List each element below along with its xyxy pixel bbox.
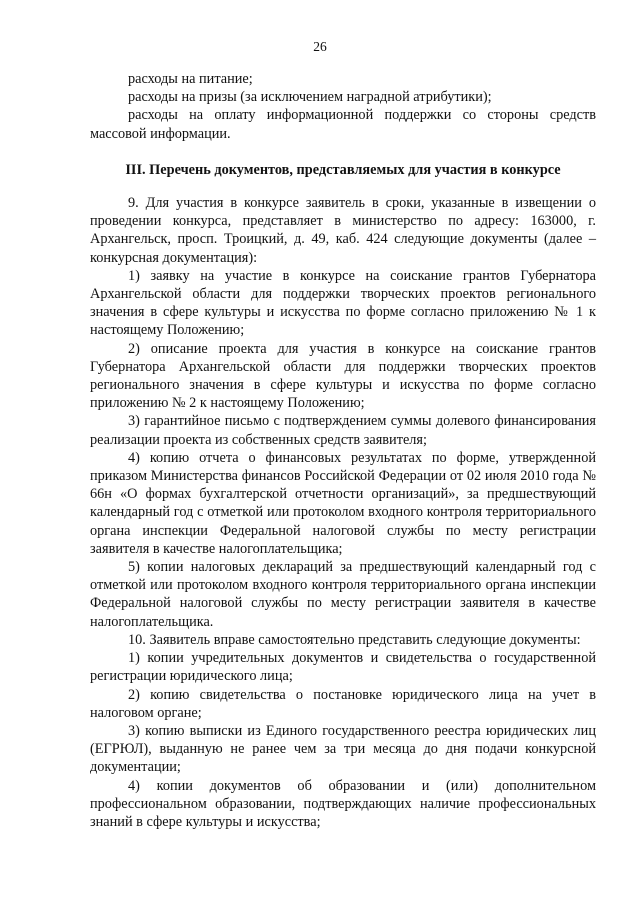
clause-9: 9. Для участия в конкурсе заявитель в сроки, указанные в извещении о проведении конкурса, представляет в министерство по адресу: 163000, г. Архангельск, просп. Троицкий, д. 49, каб. 424 следующие документы (далее – конкурсная документация): — [90, 195, 596, 266]
section-heading: III. Перечень документов, представляемых для участия в конкурсе — [125, 161, 561, 178]
clause-9-item-5: 5) копии налоговых деклараций за предшествующий календарный год с отметкой или протоколом входного контроля территориального органа инспекции Федеральной налоговой службы по месту регистрации заявителя в качестве налогоплательщика. — [90, 559, 596, 630]
expense-item-food: расходы на питание; — [128, 71, 253, 87]
clause-10-item-2: 2) копию свидетельства о постановке юридического лица на учет в налоговом органе; — [90, 686, 596, 721]
clause-9-item-3: 3) гарантийное письмо с подтверждением суммы долевого финансирования реализации проекта из собственных средств заявителя; — [90, 413, 596, 448]
clause-9-item-4: 4) копию отчета о финансовых результатах по форме, утвержденной приказом Министерства финансов Российской Федерации от 02 июля 2010 года № 66н «О формах бухгалтерской отчетности организаций», за предшествующий календарный год с отметкой или протоколом входного контроля территориального органа инспекции Федеральной налоговой службы по месту регистрации заявителя в качестве налогоплательщика; — [90, 449, 596, 557]
clause-10-item-3: 3) копию выписки из Единого государственного реестра юридических лиц (ЕГРЮЛ), выданную не ранее чем за три месяца до дня подачи конкурсной документации; — [90, 722, 596, 776]
clause-10: 10. Заявитель вправе самостоятельно представить следующие документы: — [128, 631, 581, 648]
clause-9-item-1: 1) заявку на участие в конкурсе на соискание грантов Губернатора Архангельской области для поддержки творческих проектов регионального значения в сфере культуры и искусства по форме согласно приложению № 1 к настоящему Положению; — [90, 267, 596, 339]
clause-9-item-2: 2) описание проекта для участия в конкурсе на соискание грантов Губернатора Архангельской области для поддержки творческих проектов регионального значения в сфере культуры и искусства по форме согласно приложению № 2 к настоящему Положению; — [90, 340, 596, 412]
expense-item-prizes: расходы на призы (за исключением наградной атрибутики); — [128, 89, 492, 106]
document-body — [90, 70, 596, 831]
clause-10-item-1: 1) копии учредительных документов и свидетельства о государственной регистрации юридического лица; — [90, 650, 596, 685]
page-number: 26 — [313, 39, 327, 54]
clause-10-item-4: 4) копии документов об образовании и (или) дополнительном профессиональном образовании, подтверждающих наличие профессиональных знаний в сфере культуры и искусства; — [90, 777, 596, 830]
expense-item-media-support: расходы на оплату информационной поддержки со стороны средств массовой информации. — [90, 107, 596, 142]
